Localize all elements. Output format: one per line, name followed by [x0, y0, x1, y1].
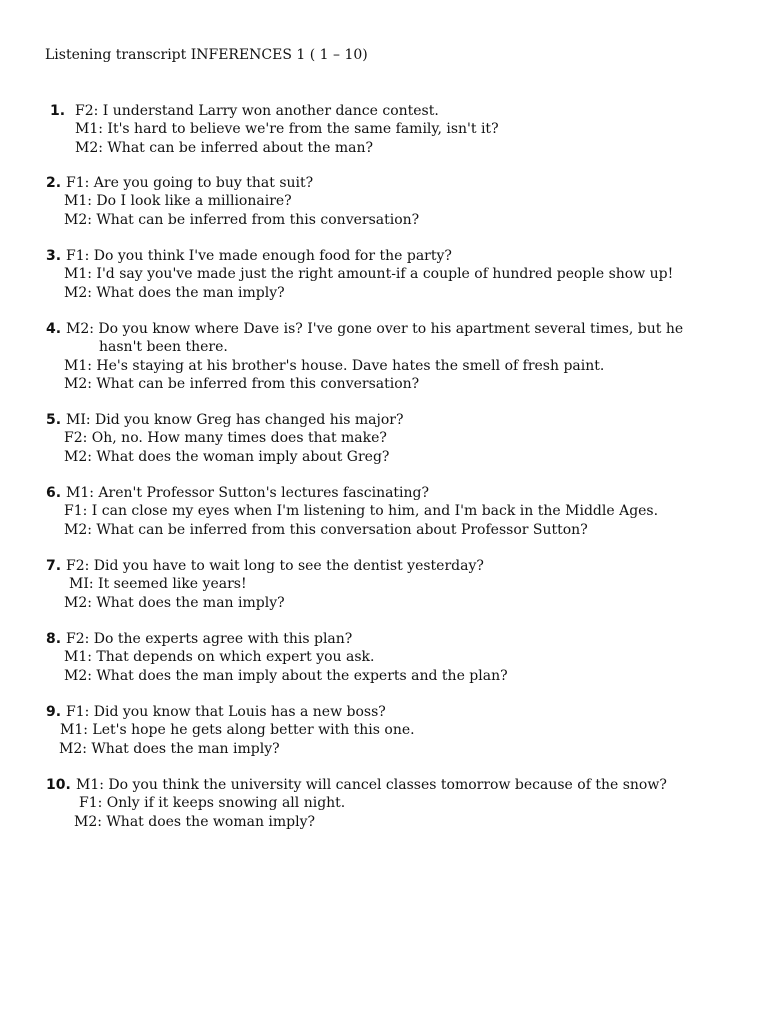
dialogue-line: M1: Let's hope he gets along better with this one. [60, 722, 415, 739]
dialogue-line: F2: Did you have to wait long to see the dentist yesterday? [66, 558, 484, 574]
question-number: 6. [46, 485, 62, 501]
dialogue-line: F2: Oh, no. How many times does that make? [64, 430, 387, 447]
dialogue-line: F2: I understand Larry won another dance contest. [75, 103, 439, 119]
question-number: 1. [50, 103, 66, 119]
dialogue-line: M2: Do you know where Dave is? I've gone over to his apartment several times, but he [66, 321, 684, 337]
document-title: Listening transcript INFERENCES 1 ( 1 – 10) [45, 47, 368, 63]
dialogue-line: M1: Aren't Professor Sutton's lectures fascinating? [66, 485, 430, 501]
dialogue-line: M2: What can be inferred about the man? [75, 139, 373, 156]
dialogue-line: M2: What does the man imply? [64, 284, 285, 301]
dialogue-line: MI: It seemed like years! [69, 576, 247, 593]
dialogue-line: M2: What can be inferred from this conversation about Professor Sutton? [64, 521, 588, 538]
question-number: 8. [46, 631, 62, 647]
dialogue-line: M1: Do I look like a millionaire? [64, 193, 292, 210]
dialogue-line: F1: Are you going to buy that suit? [66, 175, 314, 191]
dialogue-line: F1: I can close my eyes when I'm listening to him, and I'm back in the Middle Ages. [64, 503, 659, 520]
dialogue-line: hasn't been there. [99, 339, 228, 356]
dialogue-line: M2: What does the woman imply? [74, 813, 316, 830]
dialogue-line: M2: What does the man imply? [59, 740, 280, 757]
dialogue-line: M2: What does the woman imply about Greg? [64, 448, 390, 465]
question-number: 5. [46, 412, 62, 428]
dialogue-line: F1: Only if it keeps snowing all night. [79, 795, 346, 812]
question-number: 9. [46, 704, 62, 720]
dialogue-line: M2: What does the man imply? [64, 594, 285, 611]
dialogue-line: M2: What can be inferred from this conversation? [64, 375, 420, 392]
dialogue-line: M1: He's staying at his brother's house. Dave hates the smell of fresh paint. [64, 357, 605, 374]
dialogue-line: M1: Do you think the university will cancel classes tomorrow because of the snow? [76, 777, 667, 793]
dialogue-line: M1: I'd say you've made just the right amount-if a couple of hundred people show up! [64, 266, 674, 283]
question-number: 3. [46, 248, 62, 264]
question-number: 10. [46, 777, 71, 793]
dialogue-line: M2: What can be inferred from this conversation? [64, 211, 420, 228]
dialogue-line: F1: Did you know that Louis has a new boss? [66, 704, 386, 720]
dialogue-line: F2: Do the experts agree with this plan? [66, 631, 353, 647]
question-number: 2. [46, 175, 62, 191]
dialogue-line: F1: Do you think I've made enough food for the party? [66, 248, 452, 264]
dialogue-line: M1: It's hard to believe we're from the same family, isn't it? [75, 121, 499, 138]
dialogue-line: M1: That depends on which expert you ask. [64, 649, 375, 666]
dialogue-line: M2: What does the man imply about the experts and the plan? [64, 667, 508, 684]
question-number: 4. [46, 321, 62, 337]
question-number: 7. [46, 558, 62, 574]
dialogue-line: MI: Did you know Greg has changed his major? [66, 412, 404, 428]
